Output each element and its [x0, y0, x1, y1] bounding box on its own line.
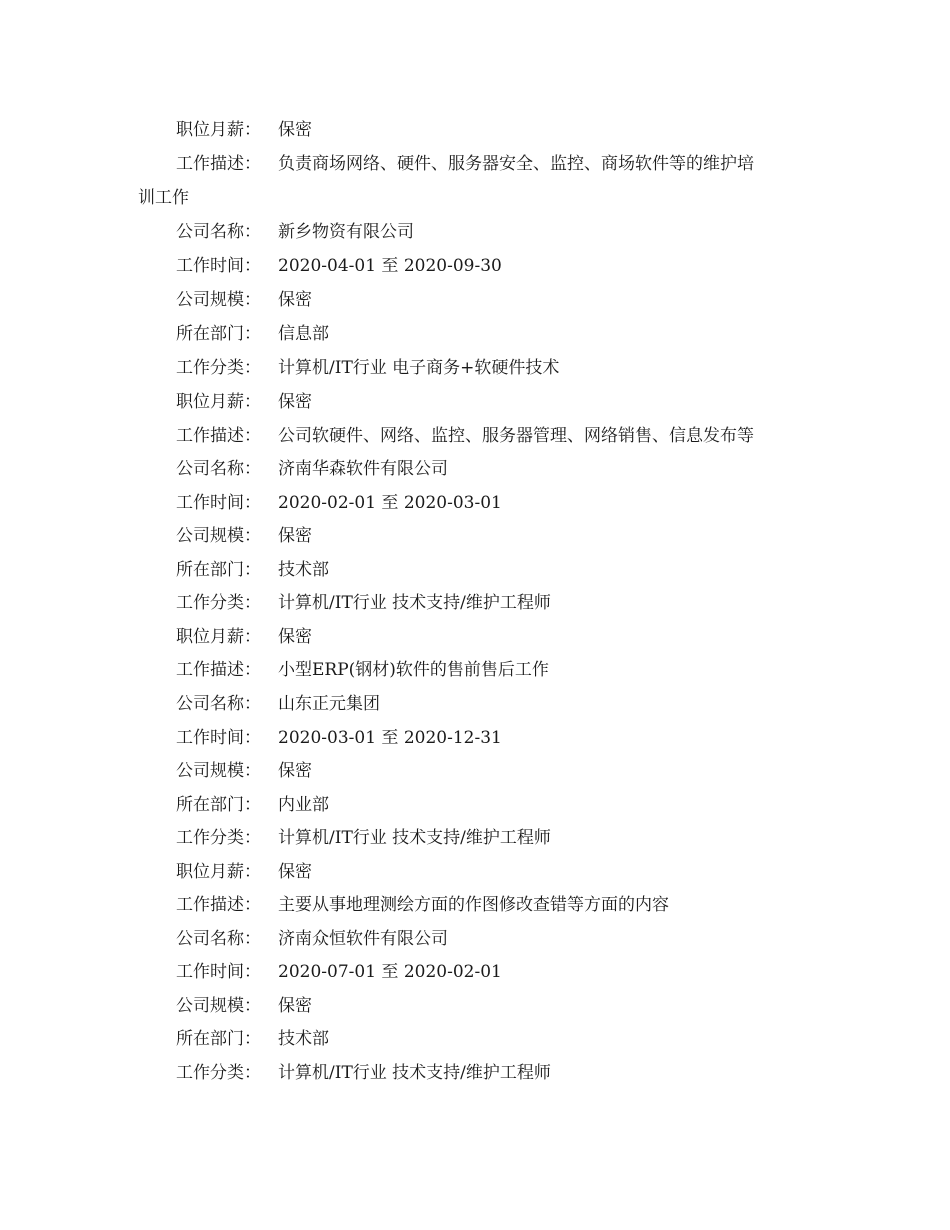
field-company-name [176, 694, 380, 714]
field-value: 新乡物资有限公司 [278, 222, 414, 242]
field-label: 工作时间： [176, 728, 261, 748]
field-category [176, 358, 559, 378]
field-value: 保密 [278, 120, 312, 140]
field-description [176, 426, 754, 446]
field-label: 工作时间： [176, 493, 261, 513]
field-label: 工作描述： [176, 895, 261, 915]
field-value: 保密 [278, 761, 312, 781]
field-label: 公司名称： [176, 929, 261, 949]
field-label: 工作分类： [176, 1063, 261, 1083]
field-salary [176, 120, 312, 140]
field-company-size [176, 526, 312, 546]
field-label: 所在部门： [176, 560, 261, 580]
field-company-size [176, 996, 312, 1016]
field-label: 职位月薪： [176, 862, 261, 882]
field-label: 工作时间： [176, 256, 261, 276]
field-category [176, 593, 551, 613]
field-label: 公司名称： [176, 694, 261, 714]
field-value: 计算机/IT行业 技术支持/维护工程师 [278, 593, 551, 613]
field-description [176, 154, 754, 174]
field-value: 济南众恒软件有限公司 [278, 929, 448, 949]
field-value: 2020-02-01 至 2020-03-01 [278, 493, 502, 513]
field-salary [176, 627, 312, 647]
field-department [176, 324, 329, 344]
field-label: 工作分类： [176, 358, 261, 378]
field-label: 职位月薪： [176, 627, 261, 647]
field-work-period [176, 493, 502, 513]
field-label: 所在部门： [176, 795, 261, 815]
field-value: 计算机/IT行业 电子商务+软硬件技术 [278, 358, 560, 378]
field-label: 工作描述： [176, 660, 261, 680]
field-label: 所在部门： [176, 1029, 261, 1049]
field-description [176, 660, 549, 680]
field-work-period [176, 962, 502, 982]
field-label: 所在部门： [176, 324, 261, 344]
field-value: 内业部 [278, 795, 329, 815]
field-label: 职位月薪： [176, 392, 261, 412]
field-value: 小型ERP(钢材)软件的售前售后工作 [278, 660, 549, 680]
field-department [176, 1029, 329, 1049]
field-company-size [176, 761, 312, 781]
field-company-name [176, 459, 448, 479]
field-value: 山东正元集团 [278, 694, 380, 714]
field-value: 保密 [278, 627, 312, 647]
field-label: 工作分类： [176, 593, 261, 613]
field-label: 工作时间： [176, 962, 261, 982]
field-label: 公司规模： [176, 526, 261, 546]
field-value: 计算机/IT行业 技术支持/维护工程师 [278, 1063, 551, 1083]
field-value: 济南华森软件有限公司 [278, 459, 448, 479]
field-label: 工作描述： [176, 154, 261, 174]
field-department [176, 795, 329, 815]
field-value: 负责商场网络、硬件、服务器安全、监控、商场软件等的维护培 [278, 154, 754, 174]
field-company-name [176, 222, 414, 242]
field-company-size [176, 290, 312, 310]
field-department [176, 560, 329, 580]
field-salary [176, 392, 312, 412]
field-value: 训工作 [138, 188, 189, 208]
field-label: 公司规模： [176, 996, 261, 1016]
field-category [176, 1063, 551, 1083]
field-value: 保密 [278, 526, 312, 546]
field-work-period [176, 728, 502, 748]
field-value: 保密 [278, 862, 312, 882]
field-label: 工作描述： [176, 426, 261, 446]
field-description [176, 895, 669, 915]
field-label: 职位月薪： [176, 120, 261, 140]
field-value: 保密 [278, 392, 312, 412]
field-value: 2020-04-01 至 2020-09-30 [278, 256, 502, 276]
field-label: 公司规模： [176, 761, 261, 781]
field-value: 计算机/IT行业 技术支持/维护工程师 [278, 828, 551, 848]
field-label: 工作分类： [176, 828, 261, 848]
field-value: 保密 [278, 996, 312, 1016]
field-label: 公司规模： [176, 290, 261, 310]
field-category [176, 828, 551, 848]
field-value: 技术部 [278, 1029, 329, 1049]
field-value: 2020-07-01 至 2020-02-01 [278, 962, 502, 982]
field-label: 公司名称： [176, 222, 261, 242]
field-description-continuation [138, 188, 189, 208]
field-work-period [176, 256, 502, 276]
field-salary [176, 862, 312, 882]
field-value: 信息部 [278, 324, 329, 344]
field-value: 公司软硬件、网络、监控、服务器管理、网络销售、信息发布等 [278, 426, 754, 446]
field-label: 公司名称： [176, 459, 261, 479]
field-value: 保密 [278, 290, 312, 310]
field-value: 主要从事地理测绘方面的作图修改查错等方面的内容 [278, 895, 669, 915]
field-value: 技术部 [278, 560, 329, 580]
field-company-name [176, 929, 448, 949]
field-value: 2020-03-01 至 2020-12-31 [278, 728, 502, 748]
